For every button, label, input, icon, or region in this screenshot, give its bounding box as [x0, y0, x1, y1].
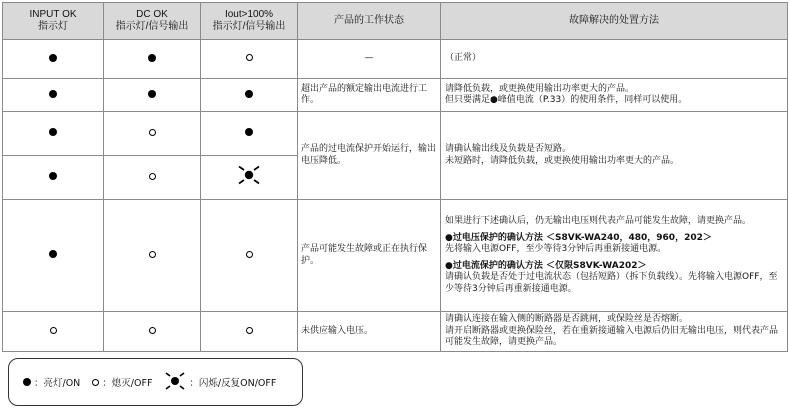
status-cell: 产品的过电流保护开始运行，输出电压降低。: [298, 112, 441, 200]
filled-dot-icon: [49, 172, 57, 180]
oc-check-text: 请确认负载是否处于过电流状态（包括短路）（拆下负载线）。先将输入电源OFF，至少等待3分钟后再重新接通电源。: [445, 272, 778, 294]
filled-dot-icon: [148, 54, 156, 62]
input-ok-indicator: [3, 312, 104, 352]
iout-indicator: [201, 156, 298, 200]
table-row: [3, 79, 788, 112]
table-row: [3, 312, 788, 352]
ov-check-title: ●过电压保护的确认方法 ＜S8VK-WA240，480，960，202＞: [445, 232, 712, 243]
hollow-circle-icon: [50, 327, 57, 334]
iout-indicator: [201, 200, 298, 312]
iout-indicator: [201, 112, 298, 156]
dc-ok-indicator: [104, 200, 201, 312]
filled-dot-icon: [148, 90, 156, 98]
status-cell: 未供应输入电压。: [298, 312, 441, 352]
header-dc-ok: DC OK 指示灯/信号输出: [104, 3, 201, 40]
blinking-dot-icon: [164, 372, 186, 393]
iout-indicator: [201, 79, 298, 112]
hollow-circle-icon: [149, 327, 156, 334]
fix-cell: 请确认输出线及负载是否短路。 未短路时，请降低负载，或更换使用输出功率更大的产品。: [441, 112, 788, 200]
hollow-circle-icon: [149, 173, 156, 180]
legend-box: [8, 358, 303, 406]
troubleshooting-table: [2, 2, 788, 352]
legend-item-on: ：亮灯/ON: [23, 375, 80, 389]
dc-ok-indicator: [104, 312, 201, 352]
input-ok-indicator: [3, 79, 104, 112]
fix-cell: 请降低负载，或更换使用输出功率更大的产品。 但只要满足●峰值电流（P.33）的使用条件，同样可以使用。: [441, 79, 788, 112]
table-row: [3, 200, 788, 312]
fix-cell: 请确认连接在输入侧的断路器是否跳闸，或保险丝是否熔断。 请开启断路器或更换保险丝，若在重新接通输入电源后仍旧无输出电压，则代表产品可能发生故障，请更换产品。: [441, 312, 788, 352]
header-row: [3, 3, 788, 40]
dc-ok-indicator: [104, 40, 201, 79]
header-status: 产品的工作状态: [298, 3, 441, 40]
filled-dot-icon: [49, 90, 57, 98]
dc-ok-indicator: [104, 112, 201, 156]
header-iout: Iout>100% 指示灯/信号输出: [201, 3, 298, 40]
legend-item-blink: ：闪烁/反复ON/OFF: [164, 372, 276, 393]
hollow-circle-icon: [246, 54, 253, 61]
header-input-ok: INPUT OK 指示灯: [3, 3, 104, 40]
legend-item-off: ：熄灭/OFF: [92, 375, 152, 389]
iout-indicator: [201, 40, 298, 79]
hollow-circle-icon: [149, 129, 156, 136]
header-fix: 故障解决的处置方法: [441, 3, 788, 40]
status-cell: 产品可能发生故障或正在执行保护。: [298, 200, 441, 312]
hollow-circle-icon: [149, 251, 156, 258]
input-ok-indicator: [3, 112, 104, 156]
hollow-circle-icon: [246, 251, 253, 258]
ov-check-text: 先将输入电源OFF，至少等待3分钟后再重新接通电源。: [445, 244, 667, 254]
input-ok-indicator: [3, 156, 104, 200]
filled-dot-icon: [245, 90, 253, 98]
fix-cell: （正常）: [441, 40, 788, 79]
input-ok-indicator: [3, 40, 104, 79]
dc-ok-indicator: [104, 156, 201, 200]
hollow-circle-icon: [92, 379, 99, 386]
input-ok-indicator: [3, 200, 104, 312]
fix-cell: [441, 200, 788, 312]
oc-check-title: ●过电流保护的确认方法 ＜仅限S8VK-WA202＞: [445, 260, 647, 271]
filled-dot-icon: [49, 128, 57, 136]
filled-dot-icon: [23, 378, 31, 386]
filled-dot-icon: [49, 54, 57, 62]
table-row: [3, 40, 788, 79]
hollow-circle-icon: [246, 327, 253, 334]
iout-indicator: [201, 312, 298, 352]
fix-intro: 如果进行下述确认后，仍无输出电压则代表产品可能发生故障，请更换产品。: [445, 216, 752, 226]
status-cell: —: [298, 40, 441, 79]
blinking-dot-icon: [237, 165, 261, 190]
status-cell: 超出产品的额定输出电流进行工作。: [298, 79, 441, 112]
filled-dot-icon: [49, 250, 57, 258]
filled-dot-icon: [245, 128, 253, 136]
dc-ok-indicator: [104, 79, 201, 112]
table-row: [3, 112, 788, 156]
